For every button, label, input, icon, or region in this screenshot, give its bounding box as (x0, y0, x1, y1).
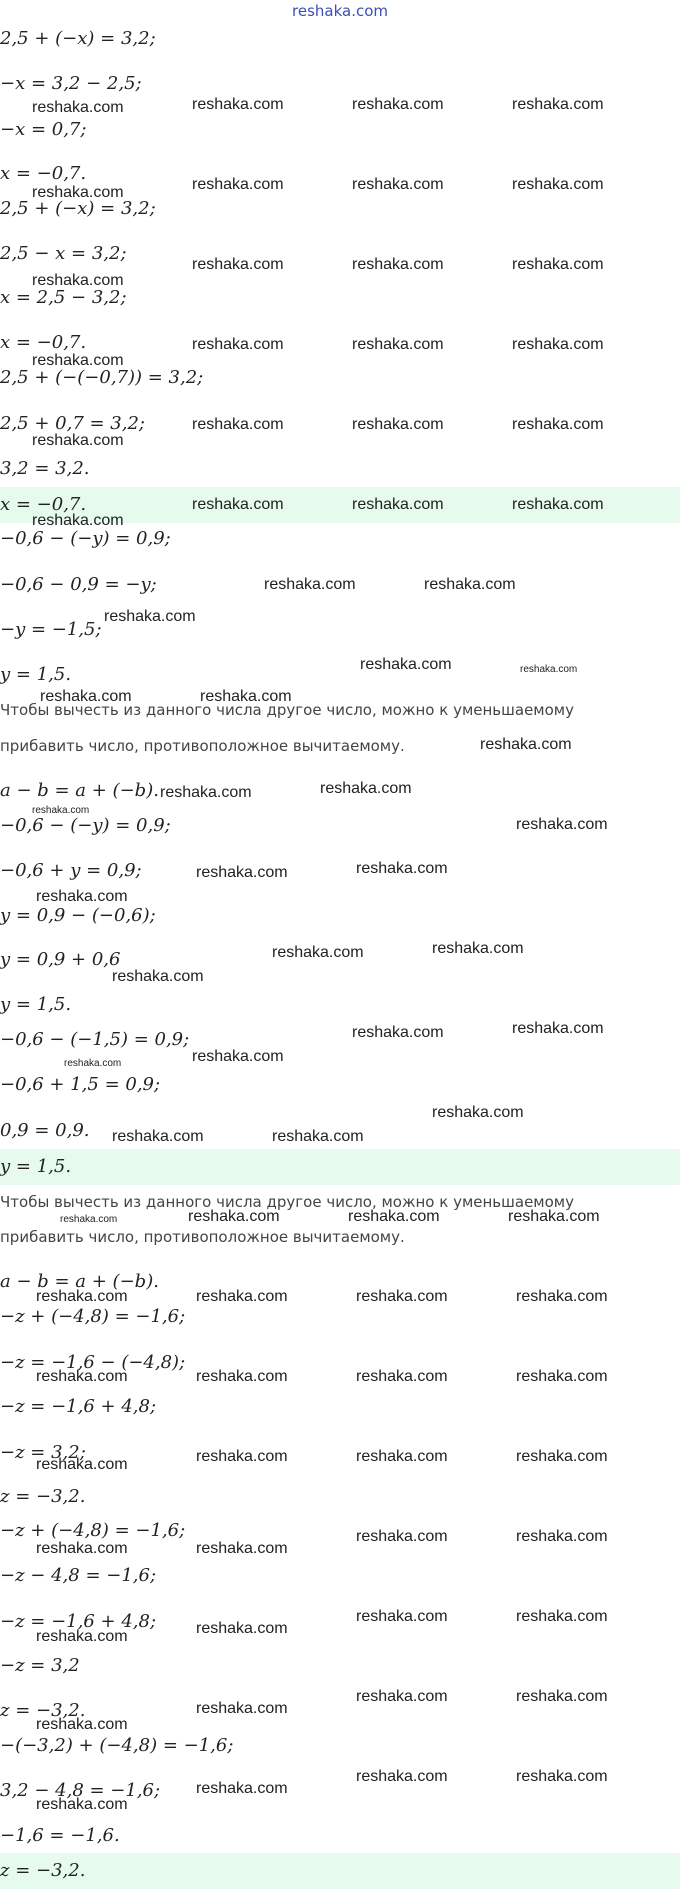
answer-y: y = 1,5. (0, 1156, 72, 1177)
watermark-text: reshaka.com (512, 336, 604, 353)
watermark-text: reshaka.com (512, 416, 604, 433)
watermark-text: reshaka.com (516, 1608, 608, 1625)
watermark-text: reshaka.com (36, 888, 128, 905)
watermark-text: reshaka.com (192, 96, 284, 113)
check-line: 2,5 + (−(−0,7)) = 3,2; (0, 367, 204, 388)
check-line: −(−3,2) + (−4,8) = −1,6; (0, 1735, 234, 1756)
watermark-text: reshaka.com (36, 1796, 128, 1813)
subtraction-formula: a − b = a + (−b). (0, 1271, 159, 1292)
watermark-text: reshaka.com (516, 1448, 608, 1465)
equation-line: −x = 0,7; (0, 119, 87, 140)
watermark-text: reshaka.com (424, 576, 516, 593)
watermark-text: reshaka.com (516, 1368, 608, 1385)
answer-x: x = −0,7. (0, 494, 87, 515)
rule-text-line1: Чтобы вычесть из данного числа другое число, можно к уменьшаемому (0, 1193, 574, 1211)
watermark-text: reshaka.com (516, 1288, 608, 1305)
watermark-text: reshaka.com (272, 1128, 364, 1145)
watermark-text: reshaka.com (112, 1128, 204, 1145)
watermark-text: reshaka.com (352, 1024, 444, 1041)
watermark-text: reshaka.com (32, 512, 124, 529)
answer-z: z = −3,2. (0, 1860, 86, 1881)
watermark-text: reshaka.com (320, 780, 412, 797)
equation-line: x = 2,5 − 3,2; (0, 287, 127, 308)
watermark-text: reshaka.com (356, 1768, 448, 1785)
watermark-text: reshaka.com (192, 256, 284, 273)
equation-line: −x = 3,2 − 2,5; (0, 73, 142, 94)
equation-line: −z + (−4,8) = −1,6; (0, 1306, 186, 1327)
watermark-text: reshaka.com (36, 1456, 128, 1473)
watermark-text: reshaka.com (512, 496, 604, 513)
check-line: −0,6 + 1,5 = 0,9; (0, 1074, 161, 1095)
equation-line: 2,5 + (−x) = 3,2; (0, 28, 156, 49)
watermark-text: reshaka.com (112, 968, 204, 985)
watermark-text: reshaka.com (36, 1540, 128, 1557)
watermark-text: reshaka.com (508, 1208, 600, 1225)
watermark-text: reshaka.com (60, 1214, 118, 1225)
watermark-text: reshaka.com (200, 688, 292, 705)
watermark-text: reshaka.com (516, 1528, 608, 1545)
watermark-text: reshaka.com (64, 1058, 122, 1069)
watermark-text: reshaka.com (32, 99, 124, 116)
watermark-text: reshaka.com (192, 416, 284, 433)
watermark-text: reshaka.com (512, 176, 604, 193)
equation-line: x = −0,7. (0, 163, 87, 184)
equation-line: x = −0,7. (0, 332, 87, 353)
watermark-text: reshaka.com (352, 416, 444, 433)
watermark-text: reshaka.com (352, 96, 444, 113)
equation-line: z = −3,2. (0, 1700, 86, 1721)
watermark-text: reshaka.com (356, 1528, 448, 1545)
subtraction-formula: a − b = a + (−b). (0, 780, 159, 801)
watermark-text: reshaka.com (264, 576, 356, 593)
watermark-text: reshaka.com (32, 352, 124, 369)
equation-line: −z = −1,6 + 4,8; (0, 1396, 157, 1417)
watermark-text: reshaka.com (192, 1048, 284, 1065)
equation-line: −z − 4,8 = −1,6; (0, 1565, 157, 1586)
rule-text-line1: Чтобы вычесть из данного числа другое число, можно к уменьшаемому (0, 701, 574, 719)
check-line: 3,2 = 3,2. (0, 458, 90, 479)
site-header-link[interactable]: reshaka.com (292, 2, 388, 20)
equation-line: −0,6 − (−y) = 0,9; (0, 528, 171, 549)
watermark-text: reshaka.com (192, 176, 284, 193)
watermark-text: reshaka.com (196, 1780, 288, 1797)
answer-highlight-z (0, 1853, 680, 1889)
equation-line: y = 0,9 − (−0,6); (0, 905, 156, 926)
watermark-text: reshaka.com (356, 860, 448, 877)
equation-line: −z = −1,6 − (−4,8); (0, 1352, 186, 1373)
watermark-text: reshaka.com (36, 1716, 128, 1733)
watermark-text: reshaka.com (192, 496, 284, 513)
watermark-text: reshaka.com (432, 940, 524, 957)
watermark-text: reshaka.com (32, 805, 90, 816)
equation-line: −0,6 − 0,9 = −y; (0, 574, 157, 595)
watermark-text: reshaka.com (516, 1768, 608, 1785)
watermark-text: reshaka.com (432, 1104, 524, 1121)
watermark-text: reshaka.com (272, 944, 364, 961)
equation-line: y = 0,9 + 0,6 (0, 949, 121, 970)
watermark-text: reshaka.com (196, 1540, 288, 1557)
equation-line: −z + (−4,8) = −1,6; (0, 1520, 186, 1541)
equation-line: z = −3,2. (0, 1486, 86, 1507)
watermark-text: reshaka.com (348, 1208, 440, 1225)
watermark-text: reshaka.com (192, 336, 284, 353)
watermark-text: reshaka.com (36, 1288, 128, 1305)
watermark-text: reshaka.com (356, 1608, 448, 1625)
rule-text-line2: прибавить число, противоположное вычитаемому. (0, 1228, 405, 1246)
watermark-text: reshaka.com (32, 184, 124, 201)
watermark-text: reshaka.com (188, 1208, 280, 1225)
watermark-text: reshaka.com (36, 1368, 128, 1385)
watermark-text: reshaka.com (36, 1628, 128, 1645)
watermark-text: reshaka.com (32, 432, 124, 449)
equation-line: −y = −1,5; (0, 619, 102, 640)
equation-line: 2,5 − x = 3,2; (0, 243, 127, 264)
watermark-text: reshaka.com (356, 1448, 448, 1465)
equation-line: 2,5 + (−x) = 3,2; (0, 198, 156, 219)
equation-line: y = 1,5. (0, 994, 72, 1015)
watermark-text: reshaka.com (196, 1448, 288, 1465)
watermark-text: reshaka.com (516, 816, 608, 833)
watermark-text: reshaka.com (196, 1288, 288, 1305)
watermark-text: reshaka.com (352, 176, 444, 193)
watermark-text: reshaka.com (196, 1700, 288, 1717)
watermark-text: reshaka.com (356, 1288, 448, 1305)
equation-line: −0,6 − (−y) = 0,9; (0, 815, 171, 836)
watermark-text: reshaka.com (360, 656, 452, 673)
watermark-text: reshaka.com (356, 1688, 448, 1705)
equation-line: y = 1,5. (0, 664, 72, 685)
watermark-text: reshaka.com (196, 1620, 288, 1637)
watermark-text: reshaka.com (160, 784, 252, 801)
watermark-text: reshaka.com (512, 256, 604, 273)
equation-line: −z = 3,2; (0, 1442, 86, 1463)
equation-line: −z = −1,6 + 4,8; (0, 1611, 157, 1632)
watermark-text: reshaka.com (516, 1688, 608, 1705)
watermark-text: reshaka.com (352, 336, 444, 353)
watermark-text: reshaka.com (520, 664, 578, 675)
watermark-text: reshaka.com (196, 864, 288, 881)
answer-highlight-y (0, 1149, 680, 1185)
equation-line: −0,6 + y = 0,9; (0, 860, 142, 881)
watermark-text: reshaka.com (352, 256, 444, 273)
watermark-text: reshaka.com (32, 272, 124, 289)
check-line: 2,5 + 0,7 = 3,2; (0, 413, 145, 434)
watermark-text: reshaka.com (40, 688, 132, 705)
rule-text-line2: прибавить число, противоположное вычитаемому. (0, 737, 405, 755)
watermark-text: reshaka.com (512, 96, 604, 113)
equation-line: −z = 3,2 (0, 1655, 80, 1676)
watermark-text: reshaka.com (480, 736, 572, 753)
check-line: 3,2 − 4,8 = −1,6; (0, 1780, 161, 1801)
watermark-text: reshaka.com (356, 1368, 448, 1385)
check-line: −1,6 = −1,6. (0, 1825, 120, 1846)
check-line: 0,9 = 0,9. (0, 1120, 90, 1141)
watermark-text: reshaka.com (104, 608, 196, 625)
watermark-text: reshaka.com (512, 1020, 604, 1037)
watermark-text: reshaka.com (196, 1368, 288, 1385)
check-line: −0,6 − (−1,5) = 0,9; (0, 1029, 190, 1050)
watermark-text: reshaka.com (352, 496, 444, 513)
